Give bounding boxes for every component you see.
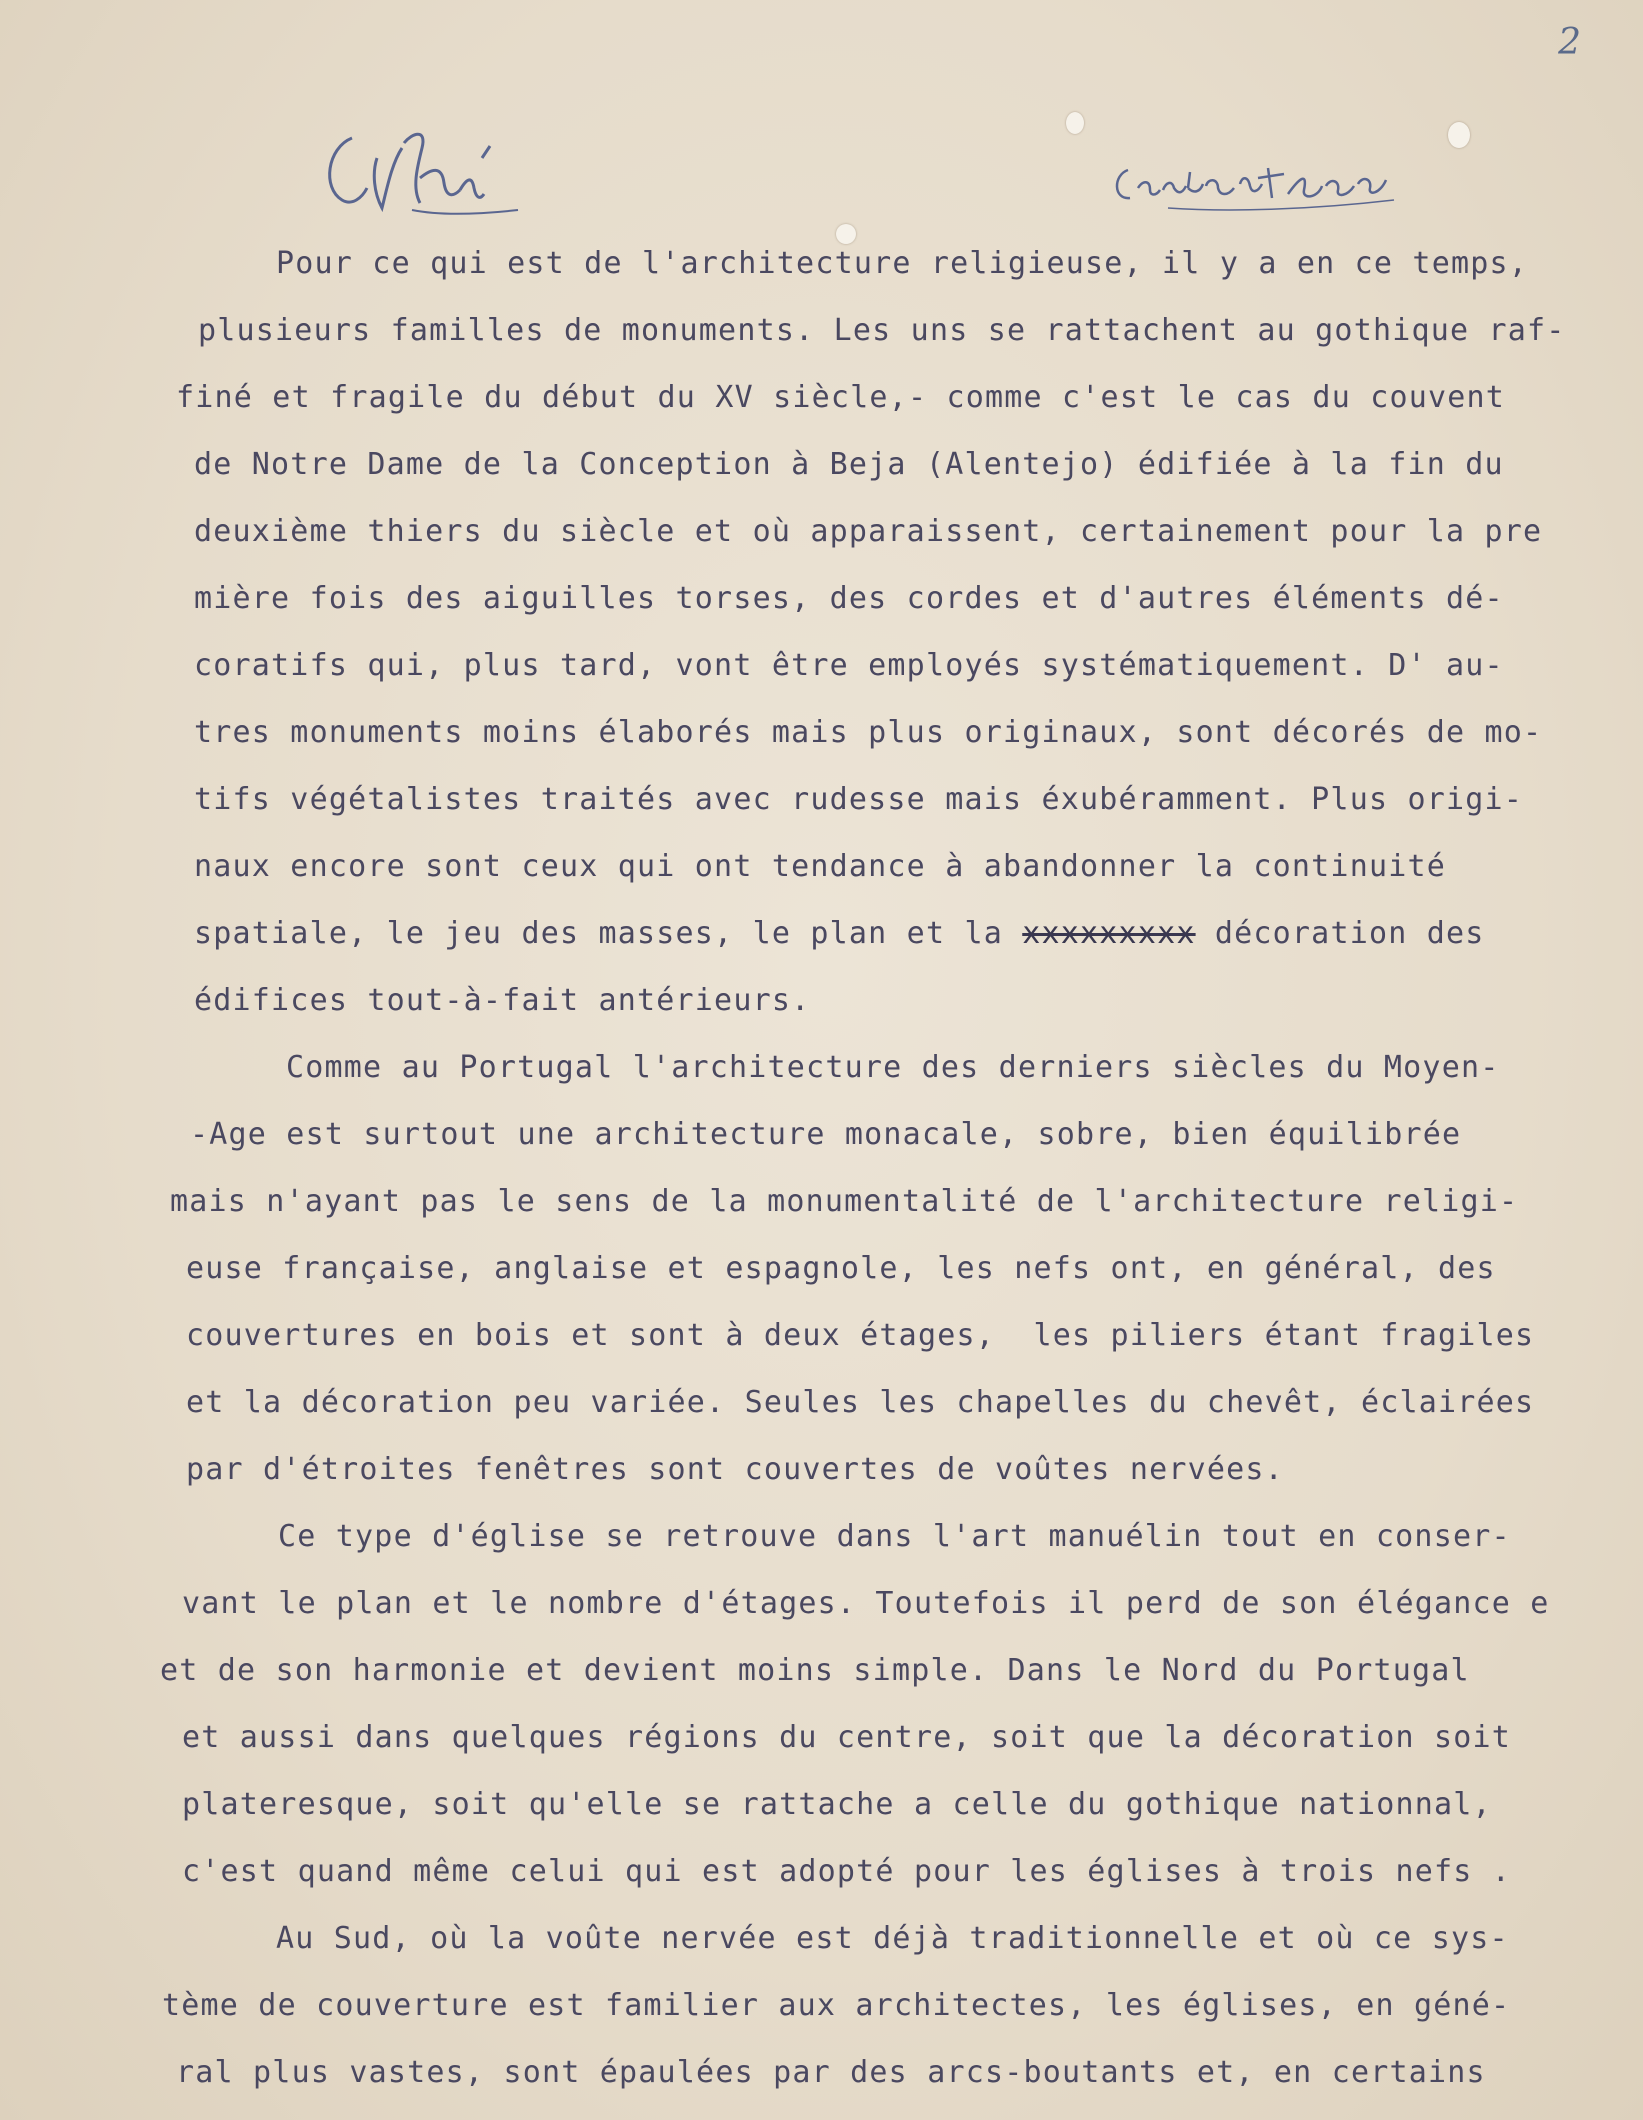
text-line — [160, 1771, 1600, 1838]
line-text: coratifs qui, plus tard, vont être employés systématiquement. D' au- — [194, 648, 1504, 683]
text-line — [160, 1034, 1600, 1101]
line-text: et la décoration peu variée. Seules les chapelles du chevêt, éclairées — [186, 1385, 1535, 1420]
line-text: et aussi dans quelques régions du centre, soit que la décoration soit — [182, 1720, 1512, 1755]
text-line — [160, 967, 1600, 1034]
text-line — [160, 230, 1600, 297]
line-text: Comme au Portugal l'architecture des derniers siècles du Moyen- — [286, 1050, 1500, 1085]
text-line — [160, 1101, 1600, 1168]
text-line — [160, 632, 1600, 699]
line-text: plateresque, soit qu'elle se rattache a celle du gothique nationnal, — [182, 1787, 1492, 1822]
line-text: vant le plan et le nombre d'étages. Toutefois il perd de son élégance e — [182, 1586, 1550, 1621]
text-line — [160, 1369, 1600, 1436]
line-text: Au Sud, où la voûte nervée est déjà traditionnelle et où ce sys- — [276, 1921, 1509, 1956]
line-text: tème de couverture est familier aux architectes, les églises, en géné- — [162, 1988, 1511, 2023]
text-line — [160, 1503, 1600, 1570]
text-line — [160, 498, 1600, 565]
text-line — [160, 1704, 1600, 1771]
line-text: deuxième thiers du siècle et où apparaissent, certainement pour la pre — [194, 514, 1543, 549]
line-text: édifices tout-à-fait antérieurs. — [194, 983, 811, 1018]
line-text: euse française, anglaise et espagnole, les nefs ont, en général, des — [186, 1251, 1496, 1286]
line-text: tifs végétalistes traités avec rudesse mais éxubéramment. Plus origi- — [194, 782, 1524, 817]
struck-out-word: xxxxxxxxx — [1022, 916, 1196, 951]
line-text: Ce type d'église se retrouve dans l'art manuélin tout en conser- — [278, 1519, 1511, 1554]
line-text-after: décoration des — [1195, 916, 1485, 951]
text-line — [160, 1972, 1600, 2039]
text-line — [160, 1168, 1600, 1235]
text-line — [160, 2039, 1600, 2106]
line-text: spatiale, le jeu des masses, le plan et la — [194, 916, 1003, 951]
line-text: mais n'ayant pas le sens de la monumentalité de l'architecture religi- — [170, 1184, 1519, 1219]
paragraph — [160, 1503, 1600, 1905]
text-line — [160, 1302, 1600, 1369]
text-line — [160, 766, 1600, 833]
text-line — [160, 1235, 1600, 1302]
line-text: naux encore sont ceux qui ont tendance à abandonner la continuité — [194, 849, 1446, 884]
page-number: 2 — [1558, 22, 1581, 63]
line-text: tres monuments moins élaborés mais plus originaux, sont décorés de mo- — [194, 715, 1543, 750]
text-line — [160, 699, 1600, 766]
text-line — [160, 1570, 1600, 1637]
line-text: de Notre Dame de la Conception à Beja (Alentejo) édifiée à la fin du — [194, 447, 1504, 482]
text-line — [160, 1637, 1600, 1704]
paragraph — [160, 1034, 1600, 1503]
line-text: couvertures en bois et sont à deux étages, les piliers étant fragiles — [186, 1318, 1535, 1353]
text-line — [160, 1905, 1600, 1972]
paragraph — [160, 1905, 1600, 2106]
line-text: mière fois des aiguilles torses, des cordes et d'autres éléments dé- — [194, 581, 1504, 616]
line-text: plusieurs familles de monuments. Les uns se rattachent au gothique raf- — [198, 313, 1566, 348]
line-text: par d'étroites fenêtres sont couvertes de voûtes nervées. — [186, 1452, 1284, 1487]
line-text: c'est quand même celui qui est adopté pour les églises à trois nefs . — [182, 1854, 1512, 1889]
text-line — [160, 833, 1600, 900]
paper-hole — [1066, 112, 1084, 134]
handwritten-signature-right — [1108, 150, 1408, 220]
line-text: et de son harmonie et devient moins simple. Dans le Nord du Portugal — [160, 1653, 1470, 1688]
text-line — [160, 364, 1600, 431]
typewritten-text-body — [160, 230, 1600, 2106]
line-text: ral plus vastes, sont épaulées par des arcs-boutants et, en certains — [176, 2055, 1486, 2090]
paper-hole — [1448, 122, 1470, 148]
text-line — [160, 1838, 1600, 1905]
line-text: Pour ce qui est de l'architecture religieuse, il y a en ce temps, — [276, 246, 1528, 281]
paragraph — [160, 230, 1600, 1034]
line-text: -Age est surtout une architecture monacale, sobre, bien équilibrée — [190, 1117, 1462, 1152]
handwritten-signature-left — [322, 118, 532, 228]
text-line — [160, 900, 1600, 967]
line-text: finé et fragile du début du XV siècle,- comme c'est le cas du couvent — [176, 380, 1506, 415]
text-line — [160, 297, 1600, 364]
text-line — [160, 431, 1600, 498]
text-line — [160, 565, 1600, 632]
text-line — [160, 1436, 1600, 1503]
